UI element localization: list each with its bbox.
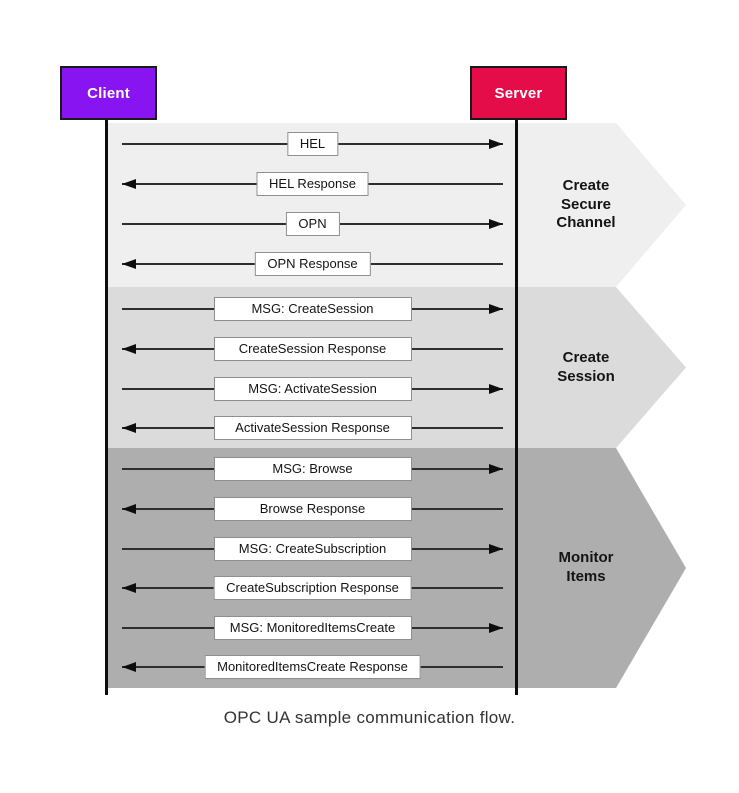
client-actor-box xyxy=(60,66,157,120)
message-label: CreateSession Response xyxy=(214,337,412,361)
message-row-browse xyxy=(122,457,503,481)
message-row-monitoreditemscreate xyxy=(122,616,503,640)
phase-label-monitor-items: Monitor Items xyxy=(558,549,614,585)
message-label: HEL xyxy=(287,132,338,156)
message-label: Browse Response xyxy=(214,497,412,521)
message-label: MSG: ActivateSession xyxy=(214,377,412,401)
message-row-monitoreditemscreate-response xyxy=(122,655,503,679)
arrow-left-icon xyxy=(122,179,136,189)
arrow-right-icon xyxy=(489,464,503,474)
arrow-right-icon xyxy=(489,384,503,394)
message-row-createsubscription xyxy=(122,537,503,561)
message-row-createsession-response xyxy=(122,337,503,361)
figure-caption: OPC UA sample communication flow. xyxy=(223,708,516,727)
server-actor-box xyxy=(470,66,567,120)
message-label: MSG: CreateSubscription xyxy=(214,537,412,561)
arrow-right-icon xyxy=(489,304,503,314)
message-label: MSG: CreateSession xyxy=(214,297,412,321)
phase-label-create-secure-channel: Create Secure Channel xyxy=(556,176,616,232)
message-row-opn-response xyxy=(122,252,503,276)
arrow-left-icon xyxy=(122,344,136,354)
message-label: HEL Response xyxy=(256,172,369,196)
server-lifeline xyxy=(515,120,518,695)
message-row-hel xyxy=(122,132,503,156)
message-row-activatesession-response xyxy=(122,416,503,440)
phase-label-create-session: Create Session xyxy=(557,348,615,385)
arrow-left-icon xyxy=(122,662,136,672)
arrow-right-icon xyxy=(489,623,503,633)
message-label: OPN xyxy=(285,212,339,236)
message-label: MSG: MonitoredItemsCreate xyxy=(214,616,412,640)
message-row-opn xyxy=(122,212,503,236)
arrow-right-icon xyxy=(489,544,503,554)
message-row-hel-response xyxy=(122,172,503,196)
message-label: OPN Response xyxy=(254,252,370,276)
message-row-createsubscription-response xyxy=(122,576,503,600)
arrow-left-icon xyxy=(122,259,136,269)
message-label: CreateSubscription Response xyxy=(213,576,412,600)
message-row-createsession xyxy=(122,297,503,321)
arrow-left-icon xyxy=(122,423,136,433)
server-actor-label: Server xyxy=(494,84,543,102)
client-lifeline xyxy=(105,120,108,695)
client-actor-label: Client xyxy=(87,84,130,102)
message-label: MSG: Browse xyxy=(214,457,412,481)
arrow-right-icon xyxy=(489,219,503,229)
arrow-left-icon xyxy=(122,583,136,593)
message-row-activatesession xyxy=(122,377,503,401)
arrow-left-icon xyxy=(122,504,136,514)
message-row-browse-response xyxy=(122,497,503,521)
arrow-right-icon xyxy=(489,139,503,149)
message-label: ActivateSession Response xyxy=(214,416,412,440)
message-label: MonitoredItemsCreate Response xyxy=(204,655,421,679)
